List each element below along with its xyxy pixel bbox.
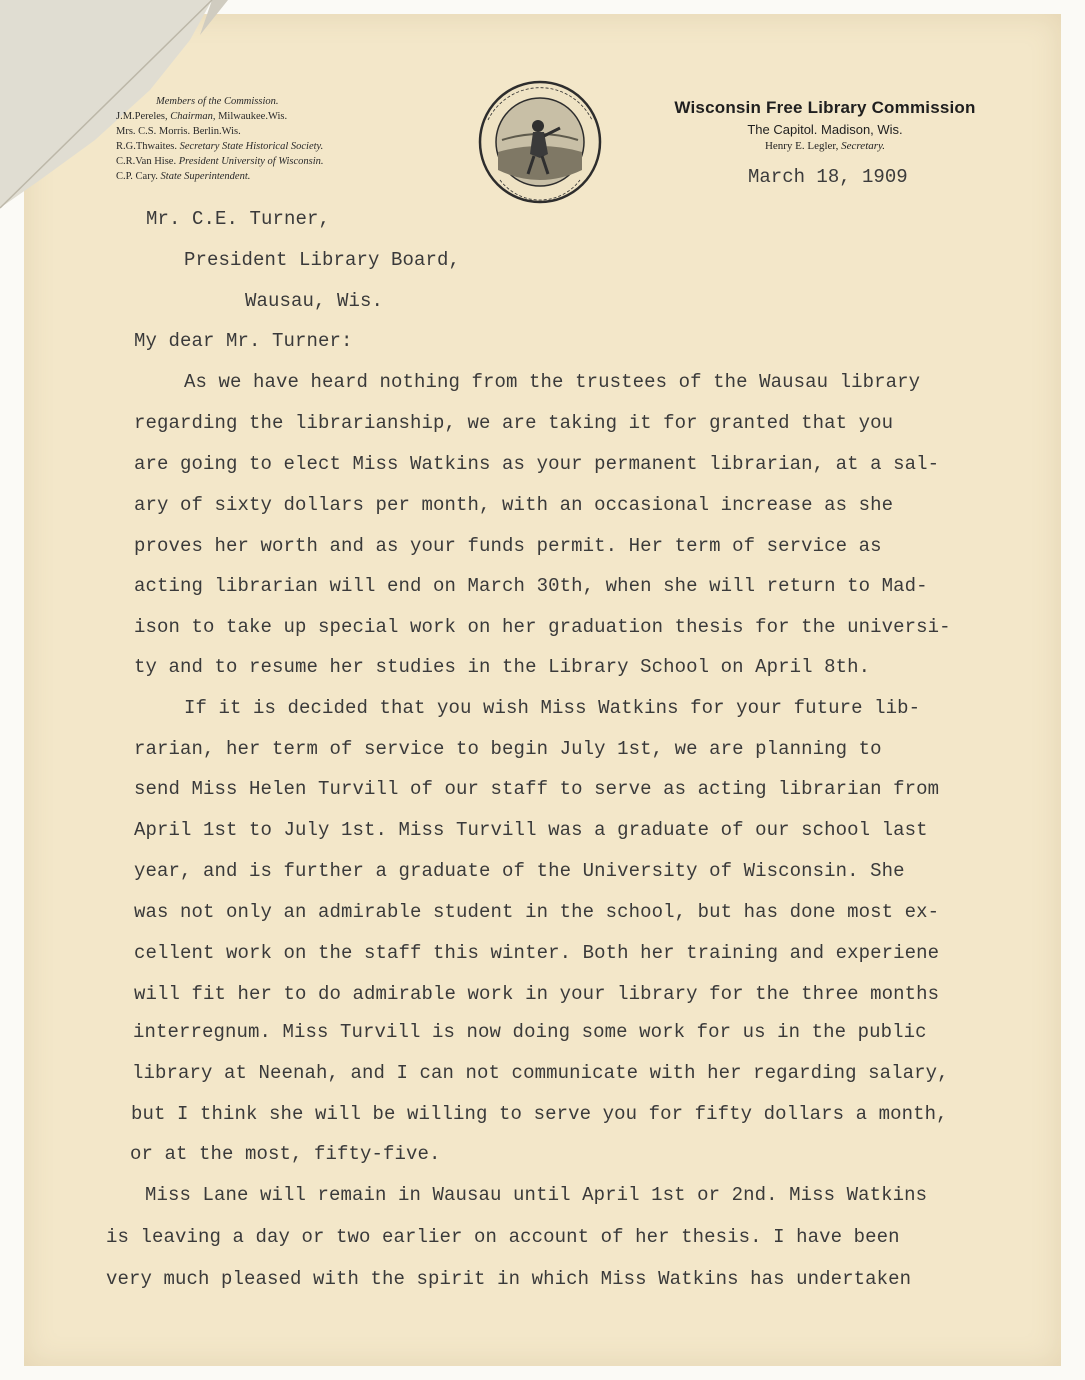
body-line: As we have heard nothing from the trustees of the Wausau library	[184, 371, 921, 393]
member-row: R.G.Thwaites. Secretary State Historical Society.	[116, 141, 324, 152]
address-line: Wausau, Wis.	[245, 290, 384, 312]
address-line: Mr. C.E. Turner,	[146, 208, 331, 230]
body-line: but I think she will be willing to serve you for fifty dollars a month,	[131, 1103, 948, 1125]
body-line: If it is decided that you wish Miss Watkins for your future lib-	[184, 697, 921, 719]
body-line: rarian, her term of service to begin July 1st, we are planning to	[134, 738, 882, 760]
body-line: will fit her to do admirable work in your library for the three months	[134, 983, 940, 1005]
member-row: C.P. Cary. State Superintendent.	[116, 171, 251, 182]
organization-name: Wisconsin Free Library Commission	[674, 98, 976, 117]
body-line: acting librarian will end on March 30th, when she will return to Mad-	[134, 575, 928, 597]
body-line: Miss Lane will remain in Wausau until April 1st or 2nd. Miss Watkins	[145, 1184, 928, 1206]
body-line: send Miss Helen Turvill of our staff to serve as acting librarian from	[134, 778, 940, 800]
body-line: proves her worth and as your funds permit. Her term of service as	[134, 535, 882, 557]
organization-address: The Capitol. Madison, Wis.	[747, 122, 903, 137]
body-line: library at Neenah, and I can not communicate with her regarding salary,	[132, 1062, 949, 1084]
body-line: ary of sixty dollars per month, with an occasional increase as she	[134, 494, 894, 516]
body-line: was not only an admirable student in the school, but has done most ex-	[134, 901, 940, 923]
member-row: C.R.Van Hise. President University of Wisconsin.	[116, 156, 324, 167]
body-line: April 1st to July 1st. Miss Turvill was a graduate of our school last	[134, 819, 928, 841]
letter-date: March 18, 1909	[748, 166, 908, 188]
member-row: J.M.Pereles, Chairman, Milwaukee.Wis.	[116, 111, 288, 122]
address-line: President Library Board,	[184, 249, 461, 271]
secretary-line: Henry E. Legler, Secretary.	[764, 140, 886, 152]
body-line: is leaving a day or two earlier on account of her thesis. I have been	[106, 1226, 900, 1248]
body-line: year, and is further a graduate of the University of Wisconsin. She	[134, 860, 905, 882]
member-row: Mrs. C.S. Morris. Berlin.Wis.	[116, 126, 241, 137]
body-line: interregnum. Miss Turvill is now doing some work for us in the public	[133, 1021, 927, 1043]
body-line: cellent work on the staff this winter. Both her training and experiene	[134, 942, 940, 964]
body-line: very much pleased with the spirit in which Miss Watkins has undertaken	[106, 1268, 912, 1290]
body-line: ty and to resume her studies in the Library School on April 8th.	[134, 656, 871, 678]
letterhead-organization	[660, 98, 990, 152]
body-line: ison to take up special work on her graduation thesis for the universi-	[134, 616, 951, 638]
commission-members	[116, 94, 324, 184]
members-heading: Members of the Commission.	[156, 96, 279, 107]
body-line: regarding the librarianship, we are taking it for granted that you	[134, 412, 894, 434]
body-line: are going to elect Miss Watkins as your permanent librarian, at a sal-	[134, 453, 940, 475]
commission-seal-logo	[478, 80, 603, 205]
salutation: My dear Mr. Turner:	[134, 330, 353, 352]
body-line: or at the most, fifty-five.	[130, 1143, 441, 1165]
